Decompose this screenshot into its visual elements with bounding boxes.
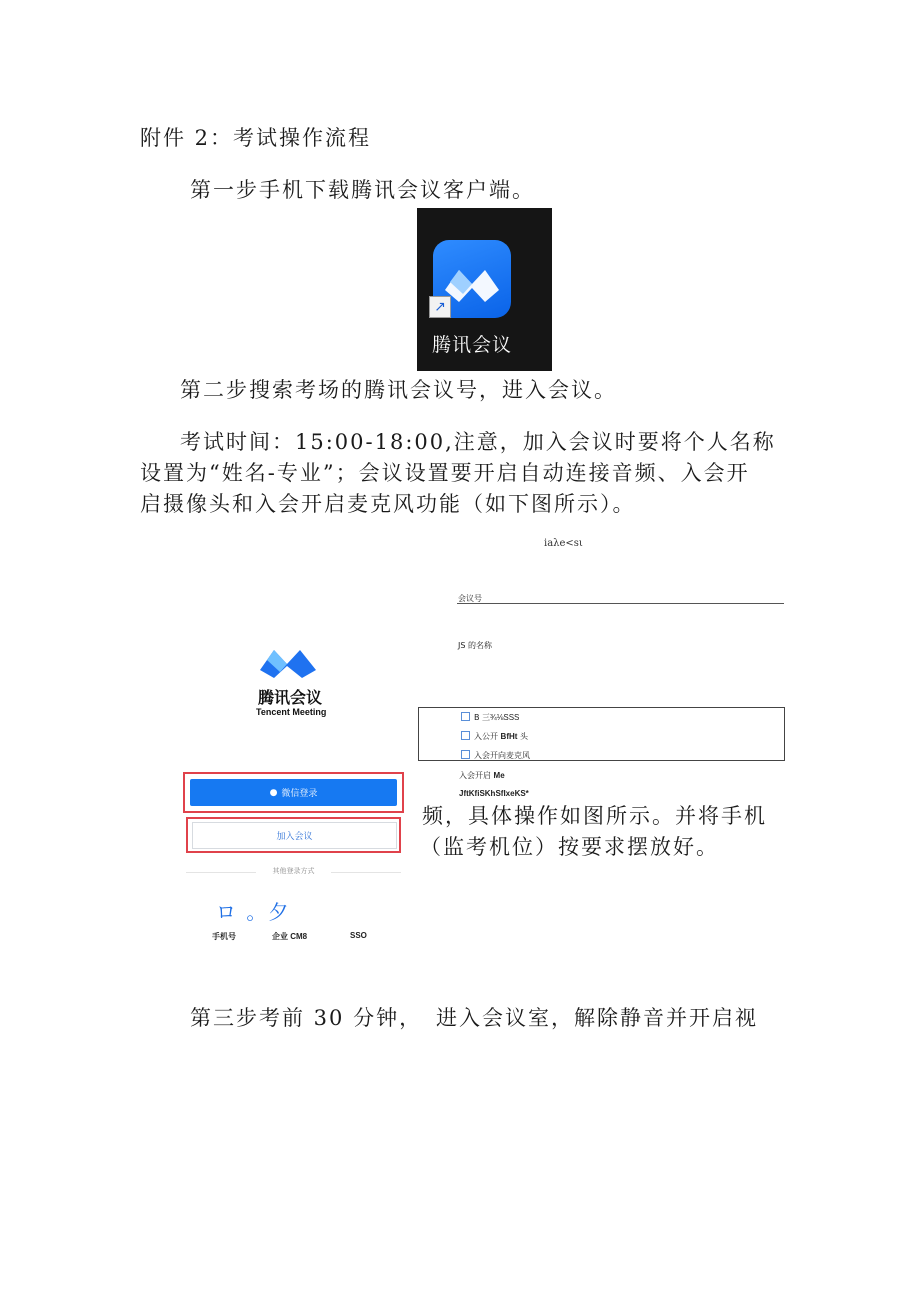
- shortcut-arrow-icon: ↗: [429, 296, 451, 318]
- option-2-prefix: 入公开: [474, 732, 501, 741]
- option-3-text: 入会开向麦克风: [474, 751, 530, 760]
- meeting-id-label: 会议号: [458, 594, 482, 603]
- wechat-login-label: 微信登录: [281, 789, 318, 799]
- login-method-sso[interactable]: SSO: [350, 931, 367, 940]
- tencent-meeting-brand-logo-icon: [258, 644, 328, 684]
- option-open-mic[interactable]: [461, 750, 530, 761]
- checkbox-icon[interactable]: [461, 750, 470, 759]
- checkbox-icon[interactable]: [461, 712, 470, 721]
- step-3-start: 第三步考前 30 分钟，: [190, 1006, 423, 1030]
- step-2-text: 第二步搜索考场的腾讯会议号，进入会议。: [180, 378, 617, 402]
- login-brand-english: Tencent Meeting: [256, 707, 327, 717]
- app-icon-tile: [417, 208, 552, 371]
- join-open-label: [459, 770, 505, 781]
- option-auto-audio[interactable]: [461, 712, 519, 723]
- join-open-bold: Me: [493, 771, 505, 780]
- wechat-icon: ●: [269, 787, 278, 798]
- option-open-camera[interactable]: [461, 731, 528, 742]
- join-open-text: 入会开启: [459, 771, 494, 780]
- join-meeting-button[interactable]: 加入会议: [192, 822, 397, 849]
- exam-info-line-2: 设置为“姓名-专业”；会议设置要开启自动连接音频、入会开: [140, 461, 750, 485]
- meeting-id-input[interactable]: [457, 603, 784, 604]
- option-2-suffix: 头: [517, 732, 528, 741]
- step-3-side-line-1: 频，具体操作如图所示。并将手机: [422, 804, 767, 828]
- checkbox-icon[interactable]: [461, 731, 470, 740]
- other-login-methods: 其他登录方式: [272, 867, 315, 875]
- attachment-heading: 附件 2：考试操作流程: [140, 126, 372, 150]
- settings-header-text: iaλe<sι: [544, 538, 583, 549]
- step-3-continue: 进入会议室，解除静音并开启视: [436, 1006, 758, 1030]
- exam-info-line-1: 考试时间：15:00-18:00,注意，加入会议时要将个人名称: [180, 430, 776, 454]
- option-1-text: 三¾⅛SSS: [482, 713, 520, 722]
- login-method-phone[interactable]: 手机号: [212, 932, 236, 941]
- app-icon-label: 腾讯会议: [431, 334, 512, 356]
- login-method-icons[interactable]: ロ 。夕: [216, 900, 291, 924]
- step-3-side-line-2: （监考机位）按要求摆放好。: [420, 835, 719, 859]
- exam-info-line-3: 启摄像头和入会开启麦克风功能（如下图所示）。: [140, 492, 636, 516]
- your-name-label: JS 的名称: [458, 641, 492, 650]
- option-2-bold: BfHt: [500, 732, 518, 741]
- join-button-text[interactable]: JftKfiSKhSfIxeKS*: [459, 789, 529, 798]
- option-1-prefix: B: [474, 713, 483, 722]
- wechat-login-button[interactable]: [190, 779, 397, 806]
- login-brand-name: 腾讯会议: [258, 688, 323, 707]
- login-method-enterprise[interactable]: 企业 CM8: [272, 932, 308, 941]
- step-1-text: 第一步手机下载腾讯会议客户端。: [190, 178, 535, 202]
